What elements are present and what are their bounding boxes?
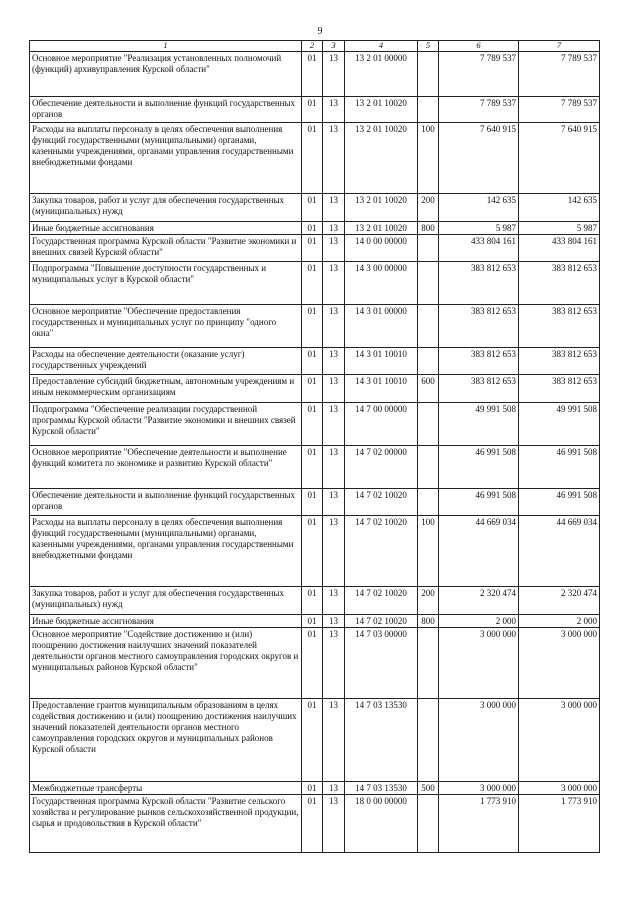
row-amount-1: 383 812 653 (439, 262, 519, 305)
header-cell: 7 (519, 41, 600, 52)
row-subsection: 13 (323, 628, 345, 699)
row-expense-type (418, 628, 439, 699)
row-section: 01 (302, 795, 323, 853)
row-amount-2: 3 000 000 (519, 628, 600, 699)
header-cell: 3 (323, 41, 345, 52)
row-subsection: 13 (323, 222, 345, 235)
row-target-code: 14 7 00 00000 (345, 403, 418, 446)
row-target-code: 14 7 03 13530 (345, 699, 418, 782)
row-amount-2: 5 987 (519, 222, 600, 235)
row-amount-2: 7 789 537 (519, 52, 600, 97)
row-section: 01 (302, 782, 323, 795)
row-name: Межбюджетные трансферты (30, 782, 302, 795)
table-row (30, 123, 600, 194)
row-name: Государственная программа Курской области "Развитие экономики и внешних связей Курской области" (30, 235, 302, 262)
row-expense-type: 800 (418, 615, 439, 628)
table-row (30, 628, 600, 699)
row-subsection: 13 (323, 97, 345, 123)
row-name: Иные бюджетные ассигнования (30, 615, 302, 628)
row-section: 01 (302, 699, 323, 782)
row-name: Расходы на выплаты персоналу в целях обеспечения выполнения функций государственными (муниципальными) органами, казенными учреждениями, органами управления государственными внебюджетными фондами (30, 516, 302, 587)
row-expense-type: 800 (418, 222, 439, 235)
row-target-code: 14 7 02 10020 (345, 587, 418, 615)
table-row (30, 403, 600, 446)
row-subsection: 13 (323, 123, 345, 194)
row-amount-2: 7 640 915 (519, 123, 600, 194)
row-expense-type (418, 235, 439, 262)
row-subsection: 13 (323, 489, 345, 516)
row-expense-type (418, 305, 439, 348)
row-name: Государственная программа Курской области "Развитие сельского хозяйства и регулирование рынков сельскохозяйственной продукции, сырья и продовольствия в Курской области" (30, 795, 302, 853)
row-amount-2: 7 789 537 (519, 97, 600, 123)
row-subsection: 13 (323, 52, 345, 97)
row-target-code: 13 2 01 10020 (345, 222, 418, 235)
row-amount-1: 44 669 034 (439, 516, 519, 587)
row-amount-1: 383 812 653 (439, 305, 519, 348)
table-row (30, 375, 600, 403)
row-amount-2: 433 804 161 (519, 235, 600, 262)
table-row (30, 222, 600, 235)
row-section: 01 (302, 587, 323, 615)
row-name: Подпрограмма "Повышение доступности государственных и муниципальных услуг в Курской области" (30, 262, 302, 305)
row-section: 01 (302, 615, 323, 628)
budget-table (29, 40, 600, 853)
row-section: 01 (302, 97, 323, 123)
row-subsection: 13 (323, 348, 345, 375)
row-target-code: 14 7 02 10020 (345, 516, 418, 587)
row-subsection: 13 (323, 305, 345, 348)
table-row (30, 587, 600, 615)
row-target-code: 14 7 02 10020 (345, 615, 418, 628)
row-target-code: 14 0 00 00000 (345, 235, 418, 262)
row-amount-1: 3 000 000 (439, 782, 519, 795)
row-amount-1: 7 789 537 (439, 97, 519, 123)
row-name: Иные бюджетные ассигнования (30, 222, 302, 235)
row-amount-2: 49 991 508 (519, 403, 600, 446)
row-subsection: 13 (323, 262, 345, 305)
row-expense-type (418, 489, 439, 516)
row-subsection: 13 (323, 446, 345, 489)
row-amount-1: 49 991 508 (439, 403, 519, 446)
row-target-code: 14 7 02 10020 (345, 489, 418, 516)
row-section: 01 (302, 516, 323, 587)
row-subsection: 13 (323, 403, 345, 446)
row-target-code: 18 0 00 00000 (345, 795, 418, 853)
row-amount-2: 2 000 (519, 615, 600, 628)
row-target-code: 14 3 01 00000 (345, 305, 418, 348)
row-target-code: 13 2 01 10020 (345, 194, 418, 222)
row-amount-1: 2 000 (439, 615, 519, 628)
row-expense-type: 500 (418, 782, 439, 795)
row-amount-2: 142 635 (519, 194, 600, 222)
header-cell: 6 (439, 41, 519, 52)
row-section: 01 (302, 375, 323, 403)
row-target-code: 14 7 03 00000 (345, 628, 418, 699)
table-row (30, 699, 600, 782)
row-section: 01 (302, 628, 323, 699)
row-amount-1: 142 635 (439, 194, 519, 222)
table-row (30, 348, 600, 375)
row-amount-2: 2 320 474 (519, 587, 600, 615)
table-row (30, 795, 600, 853)
table-row (30, 782, 600, 795)
row-amount-2: 3 000 000 (519, 699, 600, 782)
row-amount-1: 5 987 (439, 222, 519, 235)
row-subsection: 13 (323, 516, 345, 587)
row-amount-2: 46 991 508 (519, 489, 600, 516)
row-name: Расходы на обеспечение деятельности (оказание услуг) государственных учреждений (30, 348, 302, 375)
row-amount-2: 46 991 508 (519, 446, 600, 489)
row-target-code: 13 2 01 10020 (345, 123, 418, 194)
row-expense-type (418, 446, 439, 489)
row-amount-1: 7 640 915 (439, 123, 519, 194)
row-subsection: 13 (323, 699, 345, 782)
row-amount-1: 7 789 537 (439, 52, 519, 97)
row-name: Обеспечение деятельности и выполнение функций государственных органов (30, 97, 302, 123)
header-cell: 2 (302, 41, 323, 52)
row-expense-type (418, 262, 439, 305)
row-section: 01 (302, 305, 323, 348)
row-expense-type (418, 795, 439, 853)
row-amount-2: 44 669 034 (519, 516, 600, 587)
row-amount-2: 383 812 653 (519, 375, 600, 403)
row-name: Подпрограмма "Обеспечение реализации государственной программы Курской области "Развитие экономики и внешних связей Курской области" (30, 403, 302, 446)
row-name: Предоставление грантов муниципальным образованиям в целях содействия достижению и (или) поощрению достижения наилучших значений показателей деятельности органов местного самоуправления городских округов и муниципальных районов Курской области (30, 699, 302, 782)
row-amount-1: 1 773 910 (439, 795, 519, 853)
row-subsection: 13 (323, 194, 345, 222)
row-section: 01 (302, 262, 323, 305)
row-subsection: 13 (323, 615, 345, 628)
row-subsection: 13 (323, 587, 345, 615)
table-row (30, 97, 600, 123)
row-target-code: 14 3 01 10010 (345, 348, 418, 375)
row-expense-type (418, 348, 439, 375)
table-row (30, 615, 600, 628)
row-amount-2: 383 812 653 (519, 262, 600, 305)
row-amount-2: 3 000 000 (519, 782, 600, 795)
row-amount-1: 383 812 653 (439, 348, 519, 375)
row-target-code: 14 7 02 00000 (345, 446, 418, 489)
header-cell: 5 (418, 41, 439, 52)
header-cell: 1 (30, 41, 302, 52)
row-section: 01 (302, 489, 323, 516)
row-amount-1: 2 320 474 (439, 587, 519, 615)
row-expense-type: 200 (418, 194, 439, 222)
row-name: Закупка товаров, работ и услуг для обеспечения государственных (муниципальных) нужд (30, 194, 302, 222)
row-expense-type (418, 403, 439, 446)
row-section: 01 (302, 123, 323, 194)
row-subsection: 13 (323, 375, 345, 403)
table-row (30, 516, 600, 587)
row-section: 01 (302, 222, 323, 235)
page-number: 9 (317, 26, 323, 37)
row-expense-type (418, 52, 439, 97)
row-target-code: 14 7 03 13530 (345, 782, 418, 795)
row-expense-type (418, 97, 439, 123)
row-name: Основное мероприятие "Реализация установленных полномочий (функций) архивуправления Курской области" (30, 52, 302, 97)
table-row (30, 235, 600, 262)
table-row (30, 52, 600, 97)
row-name: Предоставление субсидий бюджетным, автономным учреждениям и иным некоммерческим организациям (30, 375, 302, 403)
row-subsection: 13 (323, 795, 345, 853)
row-name: Основное мероприятие "Обеспечение предоставления государственных и муниципальных услуг по принципу "одного окна" (30, 305, 302, 348)
row-section: 01 (302, 52, 323, 97)
row-name: Основное мероприятие "Содействие достижению и (или) поощрению достижения наилучших значений показателей деятельности органов местного самоуправления городских округов и муниципальных районов Курской области" (30, 628, 302, 699)
row-expense-type: 200 (418, 587, 439, 615)
row-name: Закупка товаров, работ и услуг для обеспечения государственных (муниципальных) нужд (30, 587, 302, 615)
table-header-row (30, 41, 600, 52)
table-row (30, 262, 600, 305)
row-name: Расходы на выплаты персоналу в целях обеспечения выполнения функций государственными (муниципальными) органами, казенными учреждениями, органами управления государственными внебюджетными фондами (30, 123, 302, 194)
table-row (30, 489, 600, 516)
row-expense-type: 100 (418, 516, 439, 587)
row-target-code: 14 3 00 00000 (345, 262, 418, 305)
row-expense-type (418, 699, 439, 782)
row-section: 01 (302, 194, 323, 222)
row-expense-type: 100 (418, 123, 439, 194)
row-amount-1: 46 991 508 (439, 489, 519, 516)
header-cell: 4 (345, 41, 418, 52)
row-amount-1: 433 804 161 (439, 235, 519, 262)
row-section: 01 (302, 446, 323, 489)
row-amount-2: 383 812 653 (519, 305, 600, 348)
row-expense-type: 600 (418, 375, 439, 403)
row-subsection: 13 (323, 235, 345, 262)
row-name: Обеспечение деятельности и выполнение функций государственных органов (30, 489, 302, 516)
row-amount-2: 383 812 653 (519, 348, 600, 375)
row-section: 01 (302, 348, 323, 375)
row-subsection: 13 (323, 782, 345, 795)
row-target-code: 13 2 01 10020 (345, 97, 418, 123)
row-target-code: 14 3 01 10010 (345, 375, 418, 403)
row-section: 01 (302, 235, 323, 262)
table-row (30, 194, 600, 222)
row-amount-1: 3 000 000 (439, 628, 519, 699)
row-section: 01 (302, 403, 323, 446)
table-row (30, 305, 600, 348)
row-amount-1: 383 812 653 (439, 375, 519, 403)
row-amount-1: 46 991 508 (439, 446, 519, 489)
row-name: Основное мероприятие "Обеспечение деятельности и выполнение функций комитета по экономике и развитию Курской области" (30, 446, 302, 489)
row-target-code: 13 2 01 00000 (345, 52, 418, 97)
row-amount-2: 1 773 910 (519, 795, 600, 853)
table-row (30, 446, 600, 489)
row-amount-1: 3 000 000 (439, 699, 519, 782)
